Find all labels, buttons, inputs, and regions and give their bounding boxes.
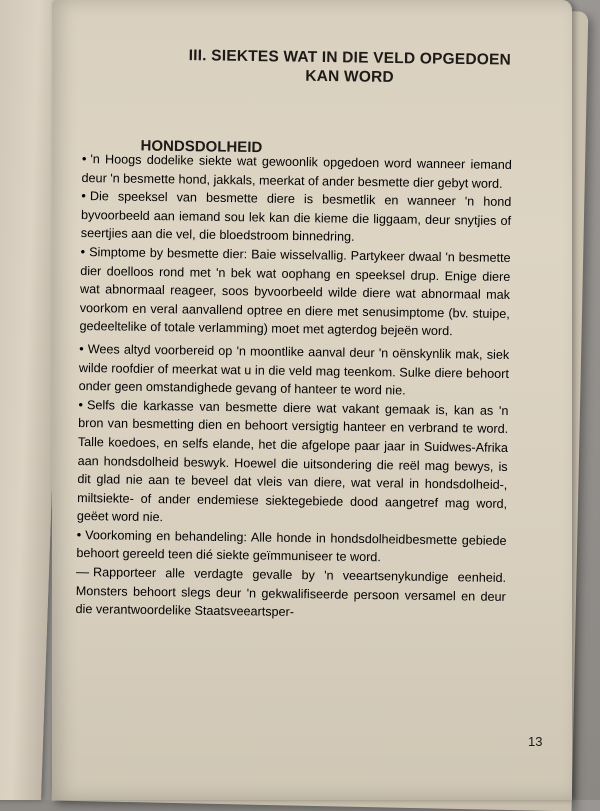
paragraph: [76, 526, 506, 569]
chapter-title-line-1: III. SIEKTES WAT IN DIE VELD OPGEDOEN: [188, 47, 512, 69]
paragraph: [79, 243, 510, 342]
paragraph-text: Die speeksel van besmette diere is besmetlik en wanneer 'n hond byvoorbeeld aan iemand sou lek kan die kieme die liggaam, deur snytjies of seertjies aan die vel, die bloedstroom binnedring.: [80, 189, 512, 245]
bullet-icon: •: [81, 150, 87, 167]
paragraph: [81, 187, 512, 249]
section-title: HONDSDOLHEID: [140, 137, 263, 157]
dash-icon: —: [76, 564, 90, 580]
book-page: [52, 0, 572, 800]
paragraph: [81, 150, 511, 193]
chapter-title: [109, 45, 569, 89]
paragraph-text: Simptome by besmette dier: Baie wisselvallig. Partykeer dwaal 'n besmette dier doelloos rond met 'n bek wat oophang en speeksel drup. Enige diere wat abnormaal reageer, soos byvoorbeeld wilde diere wat abnormaal mak voorkom en veral aanvallend optree en diere met senusimptome (bv. stuipe, gedeeltelike of totale verlamming) moet met agterdog bejeën word.: [79, 245, 511, 339]
bullet-icon: •: [76, 526, 82, 542]
paragraph-text: Rapporteer alle verdagte gevalle by 'n veeartsenykundige eenheid. Monsters behoort slegs deur 'n gekwalifiseerde persoon versamel en deur die verantwoordelike Staatsveeartsper-: [75, 565, 507, 620]
chapter-title-line-2: KAN WORD: [305, 67, 394, 86]
bullet-icon: •: [78, 396, 84, 412]
paragraph-text: Selfs die karkasse van besmette diere wat vakant gemaak is, kan as 'n bron van besmetting dien en behoort versigtig hanteer en verbrand te word. Talle koedoes, en selfs elande, het die afgelope paar jaar in Suidwes-Afrika aan hondsdolheid beswyk. Hoewel die uitsondering die reël mag bewys, is dit glad nie aan te beveel dat vleis van diere, wat veral in hondsdolheid-, miltsiekte- of ander endemiese siektegebiede dood aangetref mag word, geëet word nie.: [76, 397, 509, 525]
bullet-icon: •: [80, 243, 86, 260]
paragraph: [79, 340, 510, 402]
page-content: [108, 45, 569, 160]
paragraph: [77, 396, 509, 532]
bullet-icon: •: [79, 340, 84, 356]
bullet-icon: •: [81, 188, 87, 204]
body-text: [75, 150, 512, 625]
paragraph-text: Voorkoming en behandeling: Alle honde in hondsdolheidbesmette gebiede behoort gereeld teen dié siekte geïmmuniseer te word.: [76, 527, 507, 565]
paragraph: [75, 563, 506, 625]
paragraph-text: Wees altyd voorbereid op 'n moontlike aanval deur 'n oënskynlik mak, siek wilde roofdier of meerkat wat u in die veld mag teenkom. Sulke diere behoort onder geen omstandighede gevang of hanteer te word nie.: [78, 342, 510, 398]
paragraph-text: 'n Hoogs dodelike siekte wat gewoonlik opgedoen word wanneer iemand deur 'n besmette hond, jakkals, meerkat of ander besmette dier gebyt word.: [81, 152, 512, 191]
page-number: 13: [528, 734, 543, 749]
